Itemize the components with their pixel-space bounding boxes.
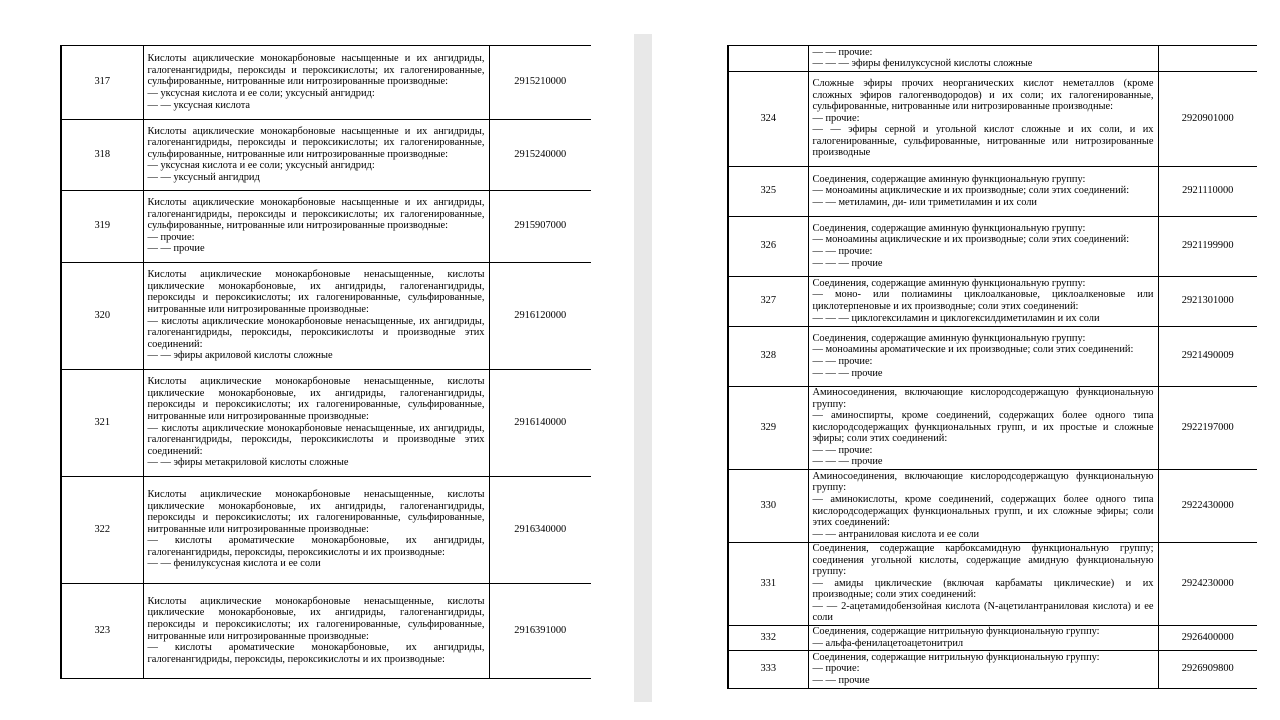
description-line: Соединения, содержащие нитрильную функциональную группу: [812, 651, 1100, 663]
hs-code: 2924230000 [1158, 542, 1257, 625]
table-row [728, 469, 1257, 542]
goods-description [808, 276, 1158, 326]
description-line: Соединения, содержащие нитрильную функциональную группу: [812, 625, 1100, 637]
goods-description [808, 46, 1158, 71]
row-number: 332 [728, 625, 808, 650]
hs-code: 2915210000 [489, 46, 591, 119]
description-line: — — 2-ацетамидобензойная кислота (N-ацетилантраниловая кислота) и ее соли [812, 600, 1154, 624]
row-number: 328 [728, 326, 808, 386]
row-number: 325 [728, 166, 808, 216]
description-line: Соединения, содержащие аминную функциональную группу: [812, 222, 1086, 234]
description-line: — амиды циклические (включая карбаматы циклические) и их производные; соли этих соединений: [812, 577, 1154, 601]
table-row [728, 625, 1257, 650]
hs-code: 2921199900 [1158, 216, 1257, 276]
description-line: Кислоты ациклические монокарбоновые ненасыщенные, кислоты циклические монокарбоновые, их ангидриды, галогенангидриды, пероксиды и пероксикислоты; их галогенированные, сульфированные, нитрованные или нитрозированные производные: [147, 595, 485, 642]
table-row [728, 71, 1257, 166]
description-line: Кислоты ациклические монокарбоновые ненасыщенные, кислоты циклические монокарбоновые, их ангидриды, галогенангидриды, пероксиды и пероксикислоты; их галогенированные, сульфированные, нитрованные или нитрозированные производные: [147, 269, 485, 315]
description-line: — — прочие: [812, 246, 873, 257]
description-line: — альфа-фенилацетоацетонитрил [812, 637, 964, 649]
goods-description [143, 46, 489, 119]
description-line: — — уксусный ангидрид [147, 171, 260, 183]
goods-description [143, 119, 489, 190]
row-number: 317 [61, 46, 143, 119]
table-row [61, 369, 591, 476]
description-line: — моноамины ароматические и их производные; соли этих соединений: [812, 344, 1134, 356]
goods-description [143, 262, 489, 369]
table-row [728, 542, 1257, 625]
table-row [728, 326, 1257, 386]
description-line: — — уксусная кислота [147, 99, 251, 111]
hs-code: 2916140000 [489, 369, 591, 476]
goods-description [808, 326, 1158, 386]
description-line: — аминокислоты, кроме соединений, содержащих более одного типа кислородсодержащих функциональных групп, и их сложные эфиры; соли этих соединений: [812, 493, 1154, 529]
description-line: — — — прочие [812, 257, 883, 269]
goods-description [143, 190, 489, 262]
description-line: Соединения, содержащие аминную функциональную группу: [812, 173, 1086, 185]
hs-code: 2915907000 [489, 190, 591, 262]
description-line: Аминосоединения, включающие кислородсодержащую функциональную группу: [812, 470, 1154, 494]
description-line: Кислоты ациклические монокарбоновые насыщенные и их ангидриды, галогенангидриды, пероксиды и пероксикислоты; их галогенированные, сульфированные, нитрованные или нитрозированные производные: [147, 125, 485, 160]
description-line: — моноамины ациклические и их производные; соли этих соединений: [812, 234, 1130, 246]
row-number: 320 [61, 262, 143, 369]
description-line: — — прочие: [812, 444, 873, 456]
table-row [728, 276, 1257, 326]
hs-code: 2920901000 [1158, 71, 1257, 166]
row-number: 319 [61, 190, 143, 262]
hs-code: 2916340000 [489, 476, 591, 583]
description-line: — — прочие [812, 674, 870, 686]
description-line: — — прочие: [812, 46, 873, 58]
document-page-right [727, 45, 1257, 691]
description-line: — — — прочие [812, 456, 883, 468]
description-line: Сложные эфиры прочих неорганических кислот неметаллов (кроме сложных эфиров галогенводородов) и их соли; их галогенированные, сульфированные, нитрованные или нитрозированные производные: [812, 77, 1154, 113]
description-line: — — — циклогексиламин и циклогексилдиметиламин и их соли [812, 312, 1100, 324]
tariff-table-left [60, 46, 591, 679]
description-line: Кислоты ациклические монокарбоновые насыщенные и их ангидриды, галогенангидриды, пероксиды и пероксикислоты; их галогенированные, сульфированные, нитрованные или нитрозированные производные: [147, 53, 485, 88]
description-line: — — прочие [147, 243, 205, 255]
hs-code: 2922430000 [1158, 469, 1257, 542]
hs-code: 2921110000 [1158, 166, 1257, 216]
description-line: — — прочие: [812, 356, 873, 367]
row-number: 326 [728, 216, 808, 276]
row-number: 323 [61, 583, 143, 678]
row-number: 330 [728, 469, 808, 542]
table-row [728, 650, 1257, 688]
table-row [728, 216, 1257, 276]
description-line: — моно- или полиамины циклоалкановые, циклоалкеновые или циклотерпеновые и их производные; соли этих соединений: [812, 289, 1154, 312]
goods-description [143, 476, 489, 583]
goods-description [808, 71, 1158, 166]
description-line: — — метиламин, ди- или триметиламин и их соли [812, 196, 1037, 208]
table-row [61, 583, 591, 678]
description-line: — уксусная кислота и ее соли; уксусный ангидрид: [147, 88, 375, 100]
description-line: — уксусная кислота и ее соли; уксусный ангидрид: [147, 160, 375, 172]
hs-code: 2915240000 [489, 119, 591, 190]
description-line: — аминоспирты, кроме соединений, содержащих более одного типа кислородсодержащих функциональных групп, и их простые и сложные эфиры; соли этих соединений: [812, 410, 1154, 445]
tariff-table-right [727, 46, 1257, 689]
row-number [728, 46, 808, 71]
row-number: 329 [728, 386, 808, 469]
description-line: Соединения, содержащие карбоксамидную функциональную группу; соединения угольной кислоты, содержащие амидную функциональную группу: [812, 542, 1154, 578]
description-line: — кислоты ациклические монокарбоновые ненасыщенные, их ангидриды, галогенангидриды, пероксиды, пероксикислоты и производные этих соединений: [147, 315, 485, 350]
table-row [61, 119, 591, 190]
table-row [61, 262, 591, 369]
hs-code: 2922197000 [1158, 386, 1257, 469]
row-number: 321 [61, 369, 143, 476]
hs-code: 2916120000 [489, 262, 591, 369]
row-number: 322 [61, 476, 143, 583]
hs-code: 2916391000 [489, 583, 591, 678]
description-line: — прочие: [812, 112, 860, 124]
description-line: — моноамины ациклические и их производные; соли этих соединений: [812, 185, 1130, 197]
description-line: — — фенилуксусная кислота и ее соли [147, 558, 321, 570]
table-row [728, 46, 1257, 71]
description-line: — — — прочие [812, 367, 883, 379]
description-line: — — эфиры метакриловой кислоты сложные [147, 457, 349, 469]
description-line: — — — эфиры фенилуксусной кислоты сложные [812, 58, 1033, 70]
row-number: 331 [728, 542, 808, 625]
description-line: — — антраниловая кислота и ее соли [812, 528, 980, 540]
hs-code: 2921301000 [1158, 276, 1257, 326]
description-line: — кислоты ароматические монокарбоновые, их ангидриды, галогенангидриды, пероксиды, пероксикислоты и их производные: [147, 642, 485, 665]
goods-description [808, 650, 1158, 688]
goods-description [808, 625, 1158, 650]
description-line: — прочие: [147, 231, 195, 243]
hs-code: 2926909800 [1158, 650, 1257, 688]
row-number: 327 [728, 276, 808, 326]
goods-description [143, 369, 489, 476]
description-line: — кислоты ароматические монокарбоновые, их ангидриды, галогенангидриды, пероксиды, пероксикислоты и их производные: [147, 535, 485, 558]
table-row [61, 476, 591, 583]
description-line: Кислоты ациклические монокарбоновые насыщенные и их ангидриды, галогенангидриды, пероксиды и пероксикислоты; их галогенированные, сульфированные, нитрованные или нитрозированные производные: [147, 197, 485, 232]
goods-description [143, 583, 489, 678]
table-row [728, 386, 1257, 469]
goods-description [808, 469, 1158, 542]
description-line: Аминосоединения, включающие кислородсодержащую функциональную группу: [812, 386, 1154, 410]
row-number: 333 [728, 650, 808, 688]
goods-description [808, 166, 1158, 216]
table-row [61, 46, 591, 119]
goods-description [808, 386, 1158, 469]
description-line: — кислоты ациклические монокарбоновые ненасыщенные, их ангидриды, галогенангидриды, пероксиды, пероксикислоты и производные этих соединений: [147, 422, 485, 457]
description-line: Кислоты ациклические монокарбоновые ненасыщенные, кислоты циклические монокарбоновые, их ангидриды, галогенангидриды, пероксиды и пероксикислоты; их галогенированные, сульфированные, нитрованные или нитрозированные производные: [147, 376, 485, 422]
row-number: 324 [728, 71, 808, 166]
table-row [728, 166, 1257, 216]
goods-description [808, 216, 1158, 276]
goods-description [808, 542, 1158, 625]
description-line: Соединения, содержащие аминную функциональную группу: [812, 277, 1086, 289]
hs-code [1158, 46, 1257, 71]
description-line: Соединения, содержащие аминную функциональную группу: [812, 332, 1086, 344]
hs-code: 2926400000 [1158, 625, 1257, 650]
hs-code: 2921490009 [1158, 326, 1257, 386]
page-separator [634, 34, 652, 702]
table-row [61, 190, 591, 262]
description-line: — — эфиры акриловой кислоты сложные [147, 350, 333, 362]
document-page-left [60, 45, 591, 681]
description-line: — — эфиры серной и угольной кислот сложные и их соли, и их галогенированные, сульфированные, нитрованные или нитрозированные производные [812, 124, 1154, 159]
description-line: — прочие: [812, 663, 860, 675]
row-number: 318 [61, 119, 143, 190]
description-line: Кислоты ациклические монокарбоновые ненасыщенные, кислоты циклические монокарбоновые, их ангидриды, галогенангидриды, пероксиды и пероксикислоты; их галогенированные, сульфированные, нитрованные или нитрозированные производные: [147, 488, 485, 535]
